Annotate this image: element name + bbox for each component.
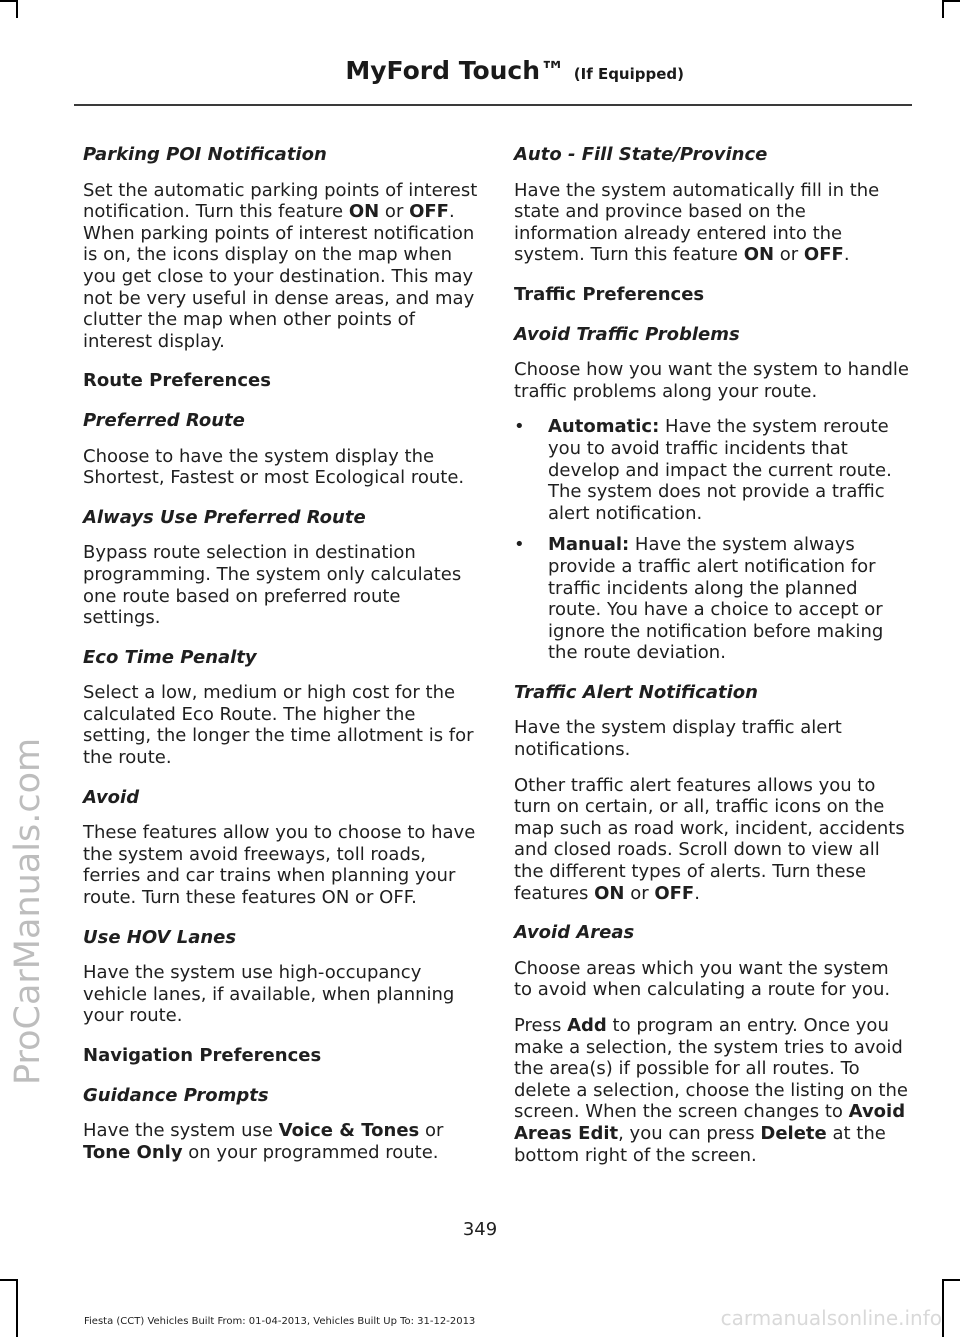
paragraph-use-hov-lanes: Have the system use high-occupancy vehicle lanes, if available, when planning your route.: [83, 962, 455, 1027]
section-heading-traffic-preferences: Traffic Preferences: [514, 283, 705, 305]
section-heading-navigation-preferences: Navigation Preferences: [83, 1045, 322, 1066]
section-title-avoid-areas: Avoid Areas: [514, 922, 635, 944]
section-title-traffic-alert-notification: Traffic Alert Notification: [514, 681, 758, 703]
traffic-options-list: [514, 416, 910, 664]
paragraph-preferred-route: Choose to have the system display the Shortest, Fastest or most Ecological route.: [83, 445, 465, 489]
site-watermark: carmanualsonline.info: [720, 1306, 942, 1330]
section-title-avoid: Avoid: [83, 786, 140, 808]
paragraph-auto-fill: Have the system automatically fill in the state and province based on the information already entered into the system. Turn this feature ON or OFF.: [514, 179, 880, 266]
section-title-auto-fill: Auto - Fill State/Province: [514, 144, 768, 165]
section-title-preferred-route: Preferred Route: [83, 409, 245, 431]
crop-mark-top-right: [942, 0, 960, 2]
paragraph-always-use-preferred-route: Bypass route selection in destination programming. The system only calculates one route based on preferred route settings.: [83, 542, 462, 629]
section-title-always-use-preferred-route: Always Use Preferred Route: [83, 506, 366, 528]
section-title-eco-time-penalty: Eco Time Penalty: [83, 646, 257, 668]
section-heading-route-preferences: Route Preferences: [83, 370, 271, 392]
paragraph-eco-time-penalty: Select a low, medium or high cost for the calculated Eco Route. The higher the setting, the longer the time allotment is for the route.: [83, 682, 474, 769]
side-watermark: ProCarManuals.com: [8, 737, 48, 1085]
crop-mark-bottom-right: [942, 1279, 960, 1281]
section-title-parking-poi: Parking POI Notification: [83, 144, 327, 165]
page-number: 349: [462, 1219, 498, 1240]
header-divider: [74, 104, 912, 106]
paragraph-avoid-areas-edit: Press Add to program an entry. Once you make a selection, the system tries to avoid the area(s) if possible for all routes. To delete a selection, choose the listing on the screen. When the screen changes to Avoid Areas Edit, you can press Delete at the bottom right of the screen.: [514, 1015, 908, 1166]
left-column: [83, 140, 479, 1177]
crop-mark-bottom-left-vertical: [16, 1279, 18, 1337]
crop-mark-top-right-vertical: [942, 0, 944, 18]
section-title-guidance-prompts: Guidance Prompts: [83, 1084, 269, 1106]
paragraph-traffic-alert-notification: Have the system display traffic alert notifications.: [514, 717, 842, 761]
crop-mark-bottom-right-vertical: [942, 1279, 944, 1337]
paragraph-guidance-prompts: Have the system use Voice & Tones or Tone Only on your programmed route.: [83, 1120, 444, 1163]
paragraph-avoid: These features allow you to choose to have the system avoid freeways, toll roads, ferries and car trains when planning your route. Turn these features ON or OFF.: [83, 822, 476, 909]
list-item-automatic: • Automatic: Have the system reroute you to avoid traffic incidents that develop and impact the current route. The system does not provide a traffic alert notification.: [514, 416, 910, 524]
paragraph-other-traffic-alerts: Other traffic alert features allows you to turn on certain, or all, traffic icons on the map such as road work, incident, accidents and closed roads. Scroll down to view all the different types of alerts. Turn these features ON or OFF.: [514, 774, 905, 904]
paragraph-parking-poi: Set the automatic parking points of interest notification. Turn this feature ON or OFF. When parking points of interest notification is on, the icons display on the map when you get close to your destination. This may not be very useful in dense areas, and may clutter the map when other points of interest display.: [83, 179, 478, 352]
header-title-suffix: (If Equipped): [573, 65, 684, 83]
section-title-avoid-traffic-problems: Avoid Traffic Problems: [514, 323, 740, 345]
footer-vehicle-info: Fiesta (CCT) Vehicles Built From: 01-04-2013, Vehicles Built Up To: 31-12-2013: [84, 1316, 476, 1327]
section-title-use-hov-lanes: Use HOV Lanes: [83, 926, 237, 948]
paragraph-avoid-traffic-problems: Choose how you want the system to handle traffic problems along your route.: [514, 359, 909, 402]
page-header-title: [345, 56, 684, 85]
list-item-manual: • Manual: Have the system always provide a traffic alert notification for traffic incidents along the planned route. You have a choice to accept or ignore the notification before making the route deviation.: [514, 534, 910, 664]
right-column: [514, 140, 910, 1180]
paragraph-avoid-areas: Choose areas which you want the system to avoid when calculating a route for you.: [514, 957, 891, 1001]
crop-mark-top-left-vertical: [16, 0, 18, 18]
header-title-main: MyFord Touch™: [345, 56, 566, 85]
